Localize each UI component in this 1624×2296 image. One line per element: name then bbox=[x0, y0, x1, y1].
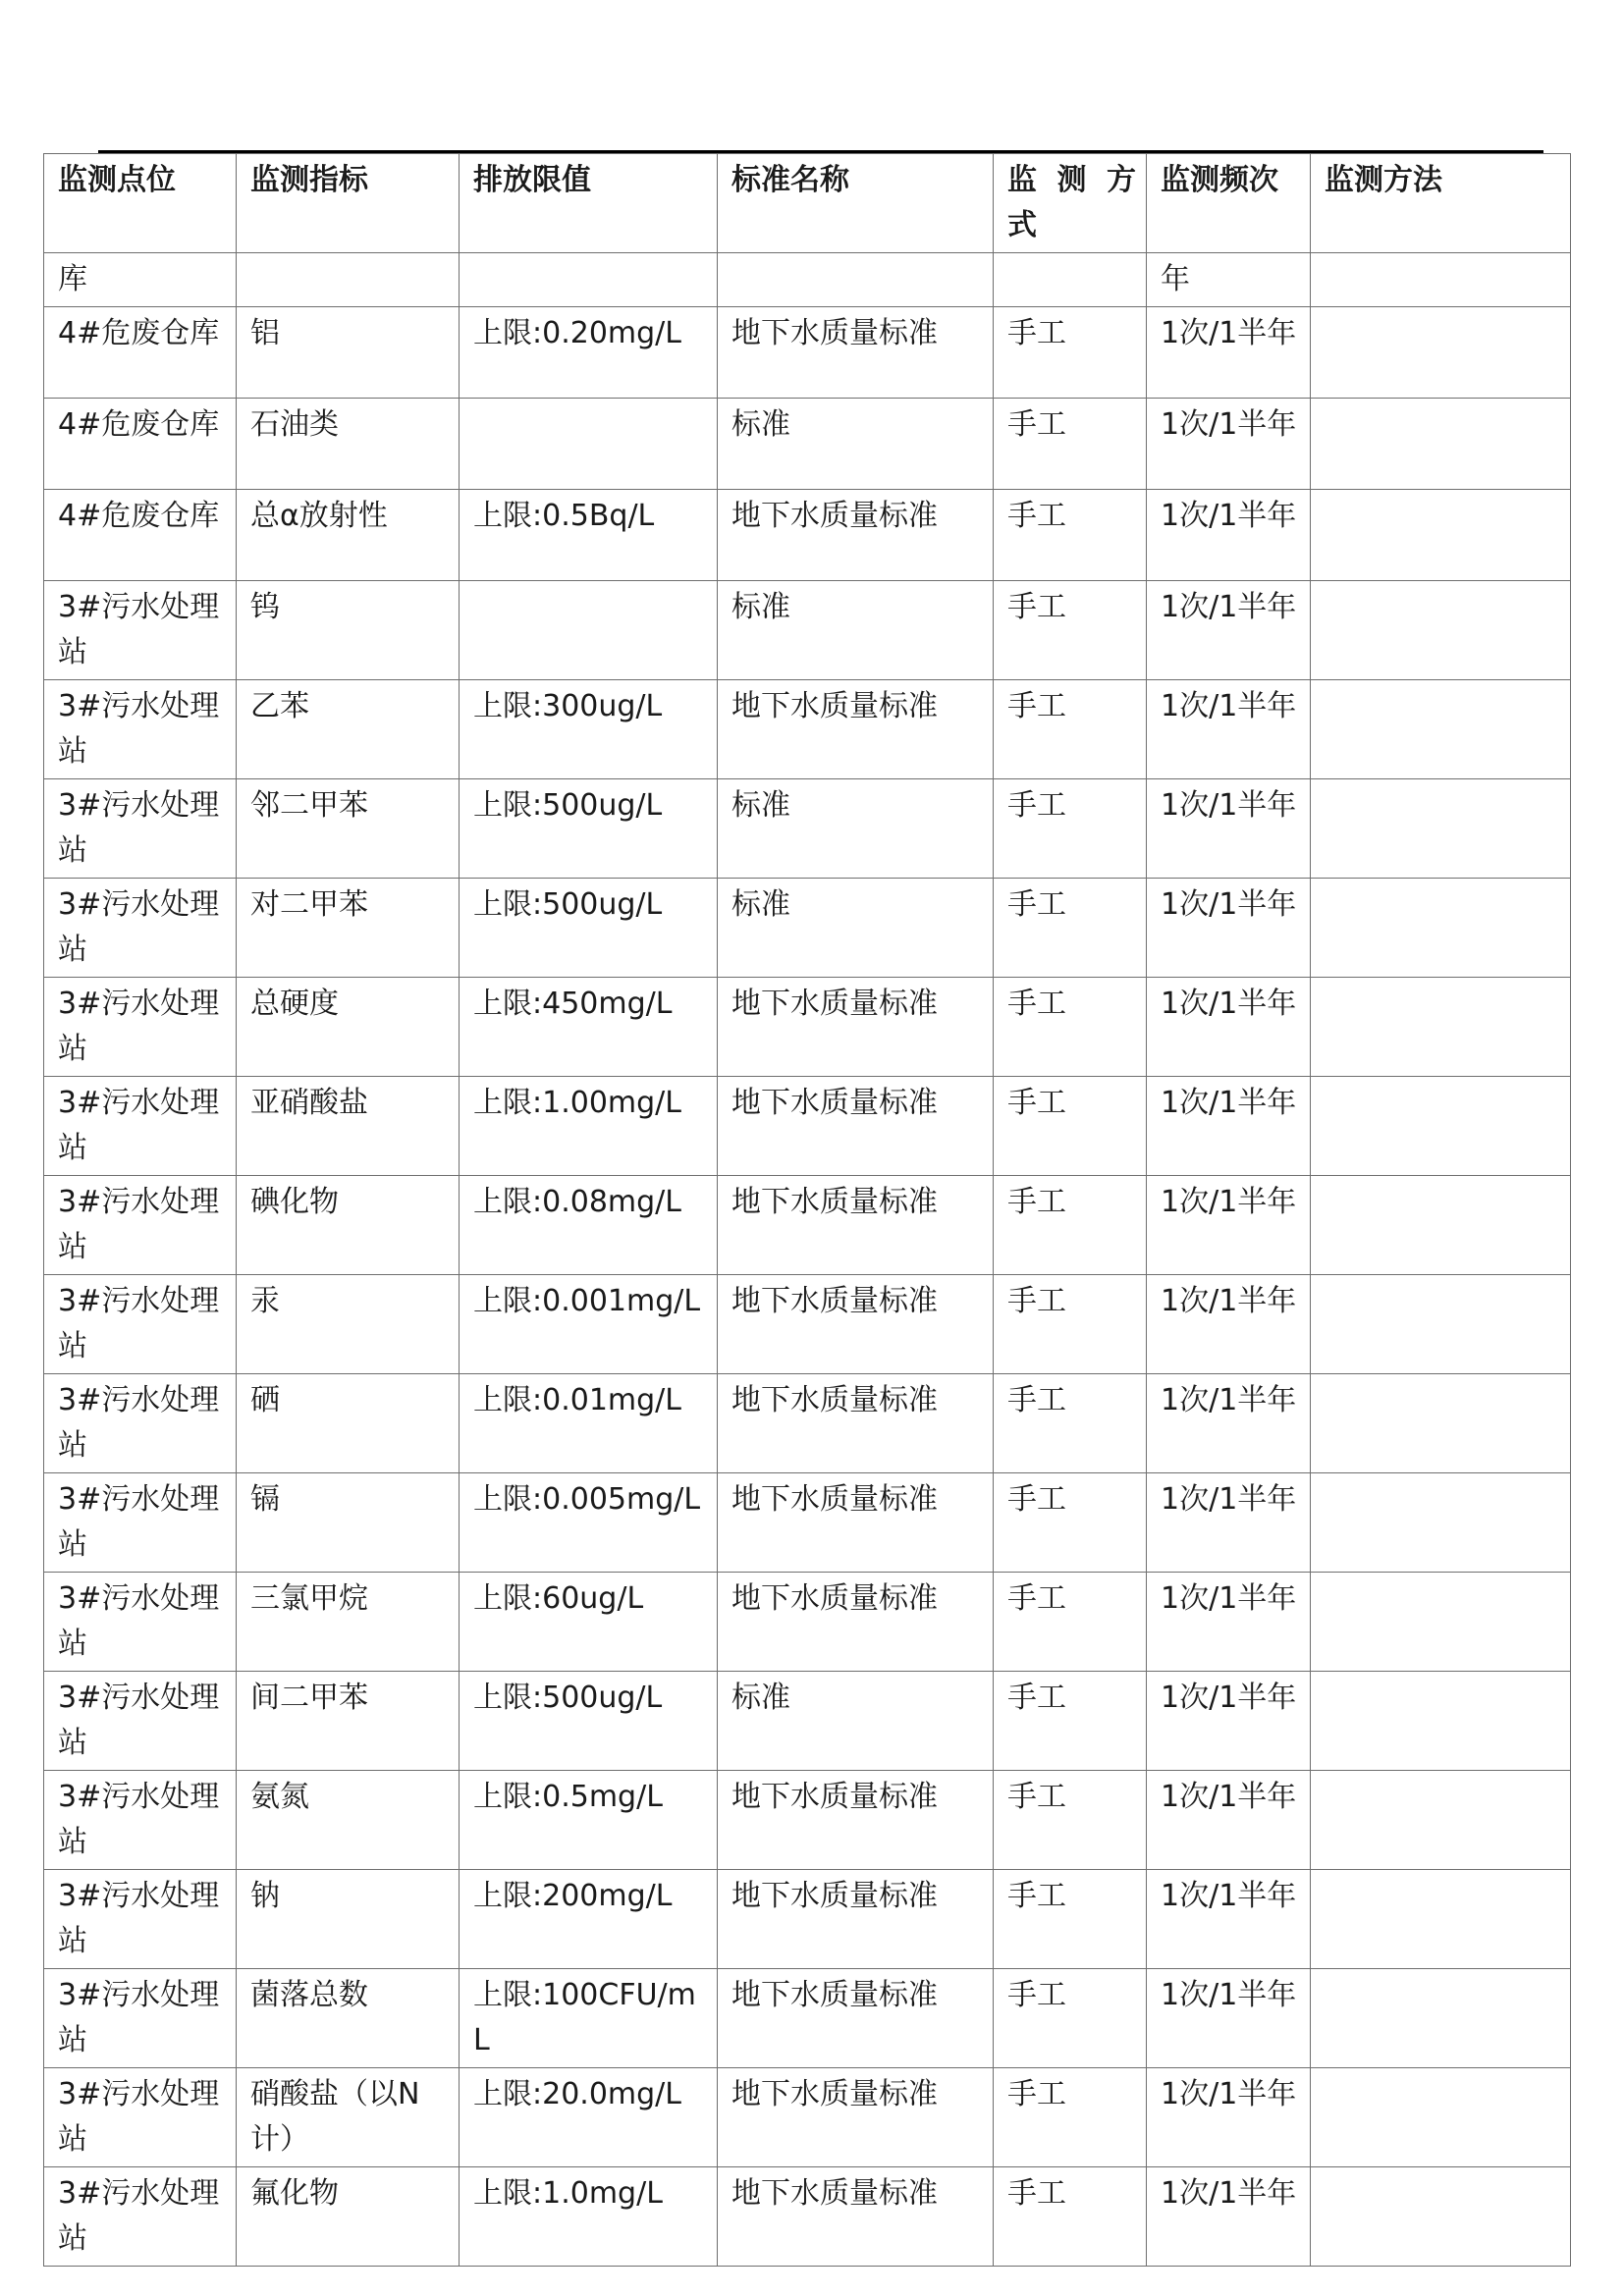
cell-standard-name bbox=[718, 253, 994, 307]
cell-monitoring-mode: 手工 bbox=[994, 399, 1147, 490]
cell-standard-name: 标准 bbox=[718, 1672, 994, 1771]
cell-emission-limit: 上限:0.20mg/L bbox=[460, 307, 718, 399]
cell-monitoring-point: 4#危废仓库 bbox=[44, 490, 237, 581]
cell-monitoring-mode: 手工 bbox=[994, 307, 1147, 399]
cell-standard-name: 地下水质量标准 bbox=[718, 1771, 994, 1870]
cell-standard-name: 地下水质量标准 bbox=[718, 1969, 994, 2068]
cell-monitoring-frequency: 1次/1半年 bbox=[1147, 581, 1311, 680]
cell-standard-name: 地下水质量标准 bbox=[718, 2167, 994, 2267]
cell-monitoring-method bbox=[1311, 2068, 1571, 2167]
table-row bbox=[44, 2167, 1571, 2267]
cell-monitoring-method bbox=[1311, 1176, 1571, 1275]
cell-monitoring-indicator: 钨 bbox=[237, 581, 460, 680]
cell-monitoring-method bbox=[1311, 1275, 1571, 1374]
cell-emission-limit: 上限:1.00mg/L bbox=[460, 1077, 718, 1176]
table-row bbox=[44, 779, 1571, 879]
cell-standard-name: 地下水质量标准 bbox=[718, 1275, 994, 1374]
table-row bbox=[44, 1077, 1571, 1176]
cell-monitoring-frequency: 1次/1半年 bbox=[1147, 1771, 1311, 1870]
cell-monitoring-frequency: 1次/1半年 bbox=[1147, 1870, 1311, 1969]
cell-monitoring-point: 3#污水处理站 bbox=[44, 1176, 237, 1275]
cell-monitoring-point: 3#污水处理站 bbox=[44, 879, 237, 978]
cell-emission-limit bbox=[460, 581, 718, 680]
cell-monitoring-method bbox=[1311, 779, 1571, 879]
cell-monitoring-point: 3#污水处理站 bbox=[44, 1870, 237, 1969]
table-row bbox=[44, 2068, 1571, 2167]
cell-monitoring-method bbox=[1311, 307, 1571, 399]
table-row bbox=[44, 399, 1571, 490]
table-row bbox=[44, 1374, 1571, 1473]
cell-emission-limit: 上限:0.001mg/L bbox=[460, 1275, 718, 1374]
cell-monitoring-method bbox=[1311, 1077, 1571, 1176]
cell-monitoring-mode: 手工 bbox=[994, 2068, 1147, 2167]
cell-monitoring-point: 3#污水处理站 bbox=[44, 1573, 237, 1672]
cell-monitoring-point: 库 bbox=[44, 253, 237, 307]
cell-monitoring-frequency: 1次/1半年 bbox=[1147, 307, 1311, 399]
cell-monitoring-method bbox=[1311, 1374, 1571, 1473]
cell-standard-name: 地下水质量标准 bbox=[718, 1473, 994, 1573]
cell-monitoring-mode: 手工 bbox=[994, 2167, 1147, 2267]
table-row bbox=[44, 490, 1571, 581]
cell-monitoring-point: 3#污水处理站 bbox=[44, 779, 237, 879]
cell-monitoring-indicator: 铝 bbox=[237, 307, 460, 399]
cell-emission-limit bbox=[460, 399, 718, 490]
header-emission-limit: 排放限值 bbox=[460, 154, 718, 253]
cell-emission-limit: 上限:500ug/L bbox=[460, 779, 718, 879]
table-row bbox=[44, 1573, 1571, 1672]
cell-monitoring-mode: 手工 bbox=[994, 1969, 1147, 2068]
cell-monitoring-method bbox=[1311, 253, 1571, 307]
cell-monitoring-method bbox=[1311, 2167, 1571, 2267]
cell-monitoring-indicator: 邻二甲苯 bbox=[237, 779, 460, 879]
table-row bbox=[44, 307, 1571, 399]
table-body bbox=[44, 253, 1571, 2267]
cell-emission-limit: 上限:300ug/L bbox=[460, 680, 718, 779]
cell-monitoring-frequency: 1次/1半年 bbox=[1147, 1969, 1311, 2068]
cell-monitoring-indicator: 间二甲苯 bbox=[237, 1672, 460, 1771]
header-monitoring-method: 监测方法 bbox=[1311, 154, 1571, 253]
cell-monitoring-frequency: 1次/1半年 bbox=[1147, 1077, 1311, 1176]
cell-standard-name: 地下水质量标准 bbox=[718, 978, 994, 1077]
cell-emission-limit: 上限:1.0mg/L bbox=[460, 2167, 718, 2267]
header-monitoring-point: 监测点位 bbox=[44, 154, 237, 253]
header-monitoring-mode: 监 测 方 式 bbox=[994, 154, 1147, 253]
cell-monitoring-method bbox=[1311, 399, 1571, 490]
cell-standard-name: 地下水质量标准 bbox=[718, 307, 994, 399]
cell-standard-name: 地下水质量标准 bbox=[718, 1176, 994, 1275]
cell-standard-name: 地下水质量标准 bbox=[718, 2068, 994, 2167]
cell-monitoring-point: 3#污水处理站 bbox=[44, 2167, 237, 2267]
cell-standard-name: 标准 bbox=[718, 581, 994, 680]
cell-monitoring-mode: 手工 bbox=[994, 581, 1147, 680]
cell-emission-limit bbox=[460, 253, 718, 307]
cell-monitoring-mode: 手工 bbox=[994, 1672, 1147, 1771]
cell-monitoring-method bbox=[1311, 1672, 1571, 1771]
cell-monitoring-mode: 手工 bbox=[994, 490, 1147, 581]
cell-monitoring-indicator: 硝酸盐（以N计） bbox=[237, 2068, 460, 2167]
cell-monitoring-indicator: 三氯甲烷 bbox=[237, 1573, 460, 1672]
table-row bbox=[44, 1969, 1571, 2068]
cell-monitoring-frequency: 1次/1半年 bbox=[1147, 978, 1311, 1077]
cell-monitoring-method bbox=[1311, 680, 1571, 779]
cell-monitoring-indicator: 对二甲苯 bbox=[237, 879, 460, 978]
cell-emission-limit: 上限:0.5Bq/L bbox=[460, 490, 718, 581]
cell-emission-limit: 上限:0.005mg/L bbox=[460, 1473, 718, 1573]
cell-emission-limit: 上限:200mg/L bbox=[460, 1870, 718, 1969]
cell-monitoring-method bbox=[1311, 490, 1571, 581]
table-row bbox=[44, 1672, 1571, 1771]
cell-monitoring-mode: 手工 bbox=[994, 1473, 1147, 1573]
table-row bbox=[44, 581, 1571, 680]
cell-monitoring-mode: 手工 bbox=[994, 1275, 1147, 1374]
cell-monitoring-indicator: 乙苯 bbox=[237, 680, 460, 779]
cell-monitoring-point: 4#危废仓库 bbox=[44, 307, 237, 399]
cell-standard-name: 地下水质量标准 bbox=[718, 1077, 994, 1176]
cell-monitoring-mode: 手工 bbox=[994, 1870, 1147, 1969]
cell-emission-limit: 上限:100CFU/mL bbox=[460, 1969, 718, 2068]
cell-monitoring-point: 3#污水处理站 bbox=[44, 2068, 237, 2167]
cell-monitoring-mode: 手工 bbox=[994, 1176, 1147, 1275]
cell-monitoring-indicator bbox=[237, 253, 460, 307]
cell-monitoring-frequency: 1次/1半年 bbox=[1147, 1573, 1311, 1672]
cell-monitoring-point: 3#污水处理站 bbox=[44, 1275, 237, 1374]
header-row bbox=[44, 154, 1571, 253]
cell-monitoring-point: 3#污水处理站 bbox=[44, 1771, 237, 1870]
cell-monitoring-indicator: 钠 bbox=[237, 1870, 460, 1969]
cell-monitoring-point: 3#污水处理站 bbox=[44, 1969, 237, 2068]
cell-monitoring-mode: 手工 bbox=[994, 680, 1147, 779]
cell-monitoring-point: 4#危废仓库 bbox=[44, 399, 237, 490]
cell-monitoring-method bbox=[1311, 1870, 1571, 1969]
cell-emission-limit: 上限:500ug/L bbox=[460, 1672, 718, 1771]
table-row bbox=[44, 879, 1571, 978]
cell-monitoring-indicator: 氨氮 bbox=[237, 1771, 460, 1870]
table-row bbox=[44, 680, 1571, 779]
cell-emission-limit: 上限:0.01mg/L bbox=[460, 1374, 718, 1473]
cell-monitoring-point: 3#污水处理站 bbox=[44, 1077, 237, 1176]
cell-monitoring-indicator: 菌落总数 bbox=[237, 1969, 460, 2068]
cell-monitoring-mode bbox=[994, 253, 1147, 307]
cell-monitoring-indicator: 石油类 bbox=[237, 399, 460, 490]
cell-monitoring-point: 3#污水处理站 bbox=[44, 1374, 237, 1473]
cell-monitoring-method bbox=[1311, 1473, 1571, 1573]
cell-monitoring-frequency: 1次/1半年 bbox=[1147, 1374, 1311, 1473]
cell-monitoring-mode: 手工 bbox=[994, 1077, 1147, 1176]
cell-standard-name: 地下水质量标准 bbox=[718, 490, 994, 581]
cell-monitoring-frequency: 1次/1半年 bbox=[1147, 1473, 1311, 1573]
cell-monitoring-indicator: 镉 bbox=[237, 1473, 460, 1573]
cell-standard-name: 标准 bbox=[718, 779, 994, 879]
cell-standard-name: 标准 bbox=[718, 399, 994, 490]
cell-monitoring-frequency: 1次/1半年 bbox=[1147, 879, 1311, 978]
cell-monitoring-point: 3#污水处理站 bbox=[44, 680, 237, 779]
header-standard-name: 标准名称 bbox=[718, 154, 994, 253]
cell-monitoring-method bbox=[1311, 1771, 1571, 1870]
cell-monitoring-frequency: 1次/1半年 bbox=[1147, 1275, 1311, 1374]
cell-monitoring-indicator: 硒 bbox=[237, 1374, 460, 1473]
cell-emission-limit: 上限:60ug/L bbox=[460, 1573, 718, 1672]
cell-emission-limit: 上限:450mg/L bbox=[460, 978, 718, 1077]
cell-monitoring-point: 3#污水处理站 bbox=[44, 978, 237, 1077]
header-monitoring-indicator: 监测指标 bbox=[237, 154, 460, 253]
table-row bbox=[44, 1176, 1571, 1275]
cell-monitoring-frequency: 1次/1半年 bbox=[1147, 2167, 1311, 2267]
cell-monitoring-indicator: 氟化物 bbox=[237, 2167, 460, 2267]
cell-monitoring-mode: 手工 bbox=[994, 978, 1147, 1077]
cell-monitoring-frequency: 1次/1半年 bbox=[1147, 490, 1311, 581]
cell-monitoring-frequency: 1次/1半年 bbox=[1147, 1176, 1311, 1275]
cell-emission-limit: 上限:20.0mg/L bbox=[460, 2068, 718, 2167]
table-row-continuation bbox=[44, 253, 1571, 307]
table-header bbox=[44, 154, 1571, 253]
cell-monitoring-mode: 手工 bbox=[994, 1374, 1147, 1473]
cell-monitoring-frequency: 1次/1半年 bbox=[1147, 1672, 1311, 1771]
cell-monitoring-method bbox=[1311, 581, 1571, 680]
cell-standard-name: 地下水质量标准 bbox=[718, 1374, 994, 1473]
cell-emission-limit: 上限:0.5mg/L bbox=[460, 1771, 718, 1870]
header-monitoring-frequency: 监测频次 bbox=[1147, 154, 1311, 253]
cell-standard-name: 地下水质量标准 bbox=[718, 1573, 994, 1672]
cell-monitoring-mode: 手工 bbox=[994, 1573, 1147, 1672]
cell-monitoring-indicator: 总硬度 bbox=[237, 978, 460, 1077]
table-row bbox=[44, 978, 1571, 1077]
cell-monitoring-frequency: 1次/1半年 bbox=[1147, 2068, 1311, 2167]
cell-monitoring-frequency: 年 bbox=[1147, 253, 1311, 307]
cell-monitoring-mode: 手工 bbox=[994, 879, 1147, 978]
cell-monitoring-frequency: 1次/1半年 bbox=[1147, 399, 1311, 490]
table-row bbox=[44, 1275, 1571, 1374]
cell-monitoring-method bbox=[1311, 978, 1571, 1077]
cell-monitoring-indicator: 亚硝酸盐 bbox=[237, 1077, 460, 1176]
cell-monitoring-frequency: 1次/1半年 bbox=[1147, 779, 1311, 879]
cell-monitoring-indicator: 总α放射性 bbox=[237, 490, 460, 581]
cell-monitoring-frequency: 1次/1半年 bbox=[1147, 680, 1311, 779]
cell-standard-name: 地下水质量标准 bbox=[718, 680, 994, 779]
cell-monitoring-method bbox=[1311, 1573, 1571, 1672]
cell-monitoring-mode: 手工 bbox=[994, 779, 1147, 879]
cell-monitoring-method bbox=[1311, 1969, 1571, 2068]
cell-monitoring-indicator: 汞 bbox=[237, 1275, 460, 1374]
cell-monitoring-point: 3#污水处理站 bbox=[44, 581, 237, 680]
cell-standard-name: 地下水质量标准 bbox=[718, 1870, 994, 1969]
table-row bbox=[44, 1771, 1571, 1870]
cell-emission-limit: 上限:500ug/L bbox=[460, 879, 718, 978]
table-row bbox=[44, 1870, 1571, 1969]
cell-monitoring-method bbox=[1311, 879, 1571, 978]
cell-emission-limit: 上限:0.08mg/L bbox=[460, 1176, 718, 1275]
monitoring-table bbox=[43, 153, 1571, 2267]
cell-standard-name: 标准 bbox=[718, 879, 994, 978]
cell-monitoring-point: 3#污水处理站 bbox=[44, 1672, 237, 1771]
cell-monitoring-point: 3#污水处理站 bbox=[44, 1473, 237, 1573]
cell-monitoring-mode: 手工 bbox=[994, 1771, 1147, 1870]
table-row bbox=[44, 1473, 1571, 1573]
cell-monitoring-indicator: 碘化物 bbox=[237, 1176, 460, 1275]
